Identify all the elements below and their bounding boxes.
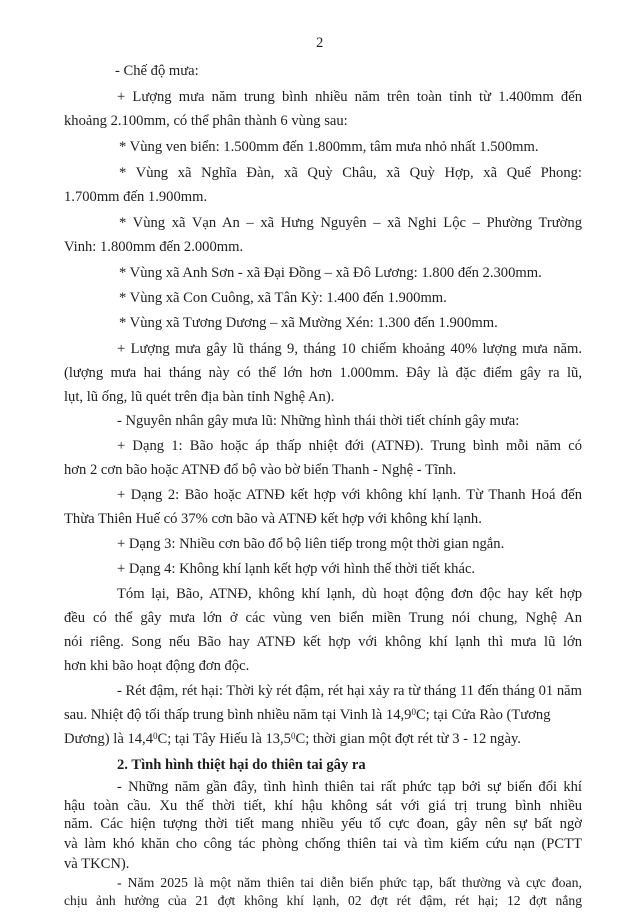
text-line: đều có thể gây mưa lớn ở các vùng ven biển miền Trung nói chung, Nghệ An	[64, 610, 582, 626]
text-line: khoảng 2.100mm, có thể phân thành 6 vùng sau:	[64, 113, 348, 129]
text-line: Tóm lại, Bão, ATNĐ, không khí lạnh, dù hoạt động đơn độc hay kết hợp	[117, 586, 582, 602]
text-line: và làm khó khăn cho công tác phòng chống thiên tai và tìm kiếm cứu nạn (PCTT	[64, 836, 582, 852]
text-line: Vinh: 1.800mm đến 2.000mm.	[64, 239, 244, 255]
text-line: - Nguyên nhân gây mưa lũ: Những hình thái thời tiết chính gây mưa:	[117, 413, 520, 429]
text-line: + Dạng 4: Không khí lạnh kết hợp với hình thế thời tiết khác.	[117, 561, 476, 577]
text-line: 1.700mm đến 1.900mm.	[64, 189, 208, 205]
text-line: hơn 2 cơn bão hoặc ATNĐ đổ bộ vào bờ biển Thanh - Nghệ - Tĩnh.	[64, 462, 457, 478]
text-line: và TKCN).	[64, 856, 130, 872]
text-line: * Vùng xã Tương Dương – xã Mường Xén: 1.300 đến 1.900mm.	[119, 315, 498, 331]
text-line: * Vùng ven biển: 1.500mm đến 1.800mm, tâm mưa nhỏ nhất 1.500mm.	[119, 139, 539, 155]
text-line: năm. Các hiện tượng thời tiết mang nhiều yếu tố cực đoan, gây nên sự bất ngờ	[64, 816, 582, 832]
text-line: sau. Nhiệt độ tối thấp trung bình nhiều năm tại Vinh là 14,9$^0$C; tại Cửa Rào (Tương	[64, 707, 551, 723]
section-heading: 2. Tình hình thiệt hại do thiên tai gây ra	[117, 757, 366, 773]
text-line: nói riêng. Song nếu Bão hay ATNĐ kết hợp với không khí lạnh thì mưa lũ lớn	[64, 634, 582, 650]
text-line: + Dạng 3: Nhiều cơn bão đổ bộ liên tiếp trong một thời gian ngắn.	[117, 536, 505, 552]
text-line: hơn khi bão hoạt động đơn độc.	[64, 658, 250, 674]
text-line: lụt, lũ ống, lũ quét trên địa bàn tỉnh Nghệ An).	[64, 389, 335, 405]
text-line: + Dạng 2: Bão hoặc ATNĐ kết hợp với không khí lạnh. Từ Thanh Hoá đến	[117, 487, 582, 503]
text-line: + Dạng 1: Bão hoặc áp thấp nhiệt đới (ATNĐ). Trung bình mỗi năm có	[117, 438, 582, 454]
text-line: (lượng mưa hai tháng này có thể lớn hơn 1.000mm. Đây là đặc điểm gây ra lũ,	[64, 365, 582, 381]
superscript: 0	[153, 731, 158, 741]
superscript: 0	[411, 707, 416, 717]
text-line: - Chế độ mưa:	[115, 63, 199, 79]
page-number: 2	[316, 35, 324, 51]
text-line: - Năm 2025 là một năm thiên tai diễn biến phức tạp, bất thường và cực đoan,	[117, 875, 582, 890]
text-line: + Lượng mưa năm trung bình nhiều năm trên toàn tỉnh từ 1.400mm đến	[117, 89, 582, 105]
text-line: - Những năm gần đây, tình hình thiên tai rất phức tạp bởi sự biến đổi khí	[117, 779, 582, 795]
text-line: * Vùng xã Vạn An – xã Hưng Nguyên – xã Nghi Lộc – Phường Trường	[119, 215, 582, 231]
text-line: + Lượng mưa gây lũ tháng 9, tháng 10 chiếm khoảng 40% lượng mưa năm.	[117, 341, 582, 357]
text-line: * Vùng xã Con Cuông, xã Tân Kỳ: 1.400 đến 1.900mm.	[119, 290, 447, 306]
text-line: hậu toàn cầu. Xu thế thời tiết, khí hậu không sát với giá trị trung bình nhiều	[64, 798, 582, 814]
superscript: 0	[290, 731, 296, 741]
text-line: - Rét đậm, rét hại: Thời kỳ rét đậm, rét hại xảy ra từ tháng 11 đến tháng 01 năm	[117, 683, 582, 699]
text-line: Dương) là 14,4$^0$C; tại Tây Hiếu là 13,5$^0$C; thời gian một đợt rét từ 3 - 12 ngày.	[64, 731, 521, 747]
text-line: Thừa Thiên Huế có 37% cơn bão và ATNĐ kết hợp với không khí lạnh.	[64, 511, 482, 527]
text-line: * Vùng xã Anh Sơn - xã Đại Đồng – xã Đô Lương: 1.800 đến 2.300mm.	[119, 265, 542, 281]
text-line: chịu ảnh hưởng của 21 đợt không khí lạnh, 02 đợt rét đậm, rét hại; 12 đợt nắng	[64, 893, 582, 908]
text-line: * Vùng xã Nghĩa Đàn, xã Quỳ Châu, xã Quỳ Hợp, xã Quế Phong:	[119, 165, 582, 181]
